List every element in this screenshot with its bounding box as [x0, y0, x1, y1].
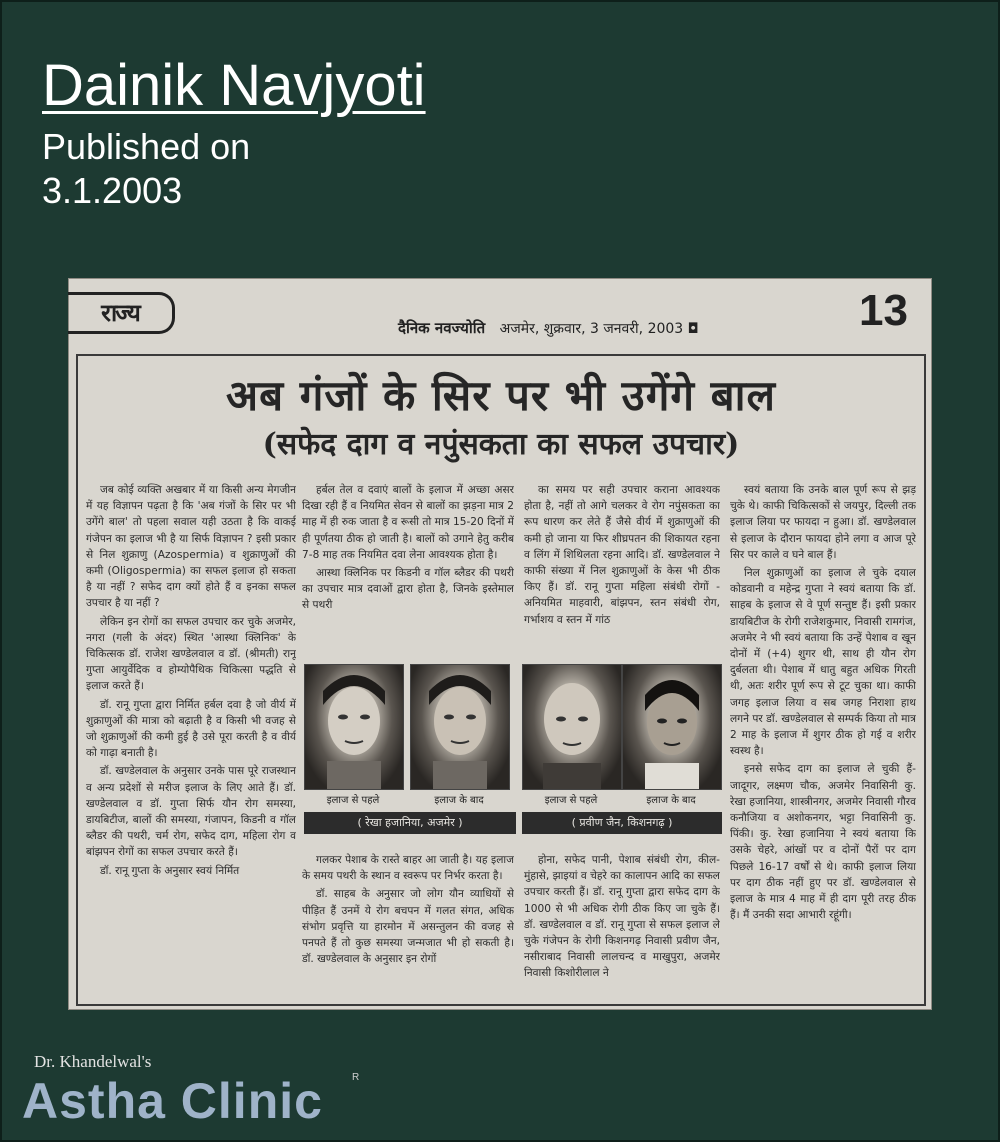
masthead	[398, 318, 838, 338]
clinic-logo-text: Astha Clinic	[22, 1073, 323, 1129]
article	[76, 354, 926, 1006]
article-column-4	[730, 482, 916, 982]
published-label: Published on	[42, 126, 251, 167]
registered-mark: R	[352, 1072, 360, 1083]
masthead-title: दैनिक नवज्योति	[398, 319, 486, 337]
subheadline: (सफेद दाग व नपुंसकता का सफल उपचार)	[262, 427, 740, 462]
paragraph: लेकिन इन रोगों का सफल उपचार कर चुके अजमेर, नगरा (गली के अंदर) स्थित 'आस्था क्लिनिक' के चिकित्सक डॉ. राजेश खण्डेलवाल व डॉ. (श्रीमती) रानू गुप्ता आयुर्वेदिक व होम्योपैथिक चिकित्सा पद्धति से इलाज करते हैं।	[86, 615, 296, 693]
clinic-doctor-name: Dr. Khandelwal's	[34, 1052, 152, 1071]
caption-after: इलाज के बाद	[434, 795, 484, 806]
paragraph: डॉ. रानू गुप्ता के अनुसार स्वयं निर्मित	[100, 864, 240, 877]
photo-group-left	[304, 658, 516, 848]
article-column-1	[86, 482, 296, 982]
section-tab: राज्य	[68, 292, 175, 334]
patient-photo-before	[304, 664, 404, 790]
dateline: अजमेर, शुक्रवार, 3 जनवरी, 2003 ◘	[499, 321, 699, 337]
caption-before: इलाज से पहले	[326, 795, 380, 806]
caption-before: इलाज से पहले	[544, 795, 598, 806]
paragraph: डॉ. खण्डेलवाल के अनुसार उनके पास पूरे राजस्थान व अन्य प्रदेशों से मरीज इलाज के लिए आते हैं। डॉ. खण्डेलवाल व डॉ. गुप्ता सिर्फ यौन रोग समस्या, डायबिटीज, बालों की समस्या, गंजापन, किडनी व गॉल ब्लैडर की पथरी, चर्म रोग, सफेद दाग, महिला रोग व बांझपन रोगों का सफल उपचार करते हैं।	[86, 765, 296, 859]
paragraph: निल शुक्राणुओं का इलाज ले चुके दयाल कोडवानी व महेन्द्र गुप्ता ने स्वयं बताया कि डॉ. साहब के इलाज से वे पूर्ण सन्तुष्ट हैं। इसी प्रकार डायबिटीज के रोगी राजेशकुमार, निवासी रामगंज, अजमेर ने भी स्वयं बताया कि उन्हें पेशाब व खून दोनों में (+4) शुगर थी, साथ ही यौन रोग दुर्बलता थी। पेशाब में धातु बहुत अधिक गिरती थी, अतः शरीर पूर्ण रूप से टूट चुका था। काफी जगह इलाज लिया व सब जगह निराशा हाथ लगने पर डॉ. खण्डेलवाल से सम्पर्क किया तो मात्र 2 माह के इलाज में शुगर ठीक हो गई व शरीर स्वस्थ है।	[730, 567, 916, 758]
article-column-3-bottom	[524, 852, 720, 980]
paragraph: स्वयं बताया कि उनके बाल पूर्ण रूप से झड़ चुके थे। काफी चिकित्सकों से जयपुर, दिल्ली तक इलाज लिया पर फायदा न हुआ। डॉ. खण्डेलवाल से इलाज के दौरान फायदा होने लगा व आज पूरे सिर पर काले व घने बाल हैं।	[730, 484, 916, 561]
patient-photo-after	[622, 664, 722, 790]
paragraph: होना, सफेद पानी, पेशाब संबंधी रोग, कील-मुंहासे, झाइयां व चेहरे का कालापन आदि का सफल उपचार करती हैं। डॉ. रानू गुप्ता द्वारा सफेद दाग के 1000 से भी अधिक रोगी ठीक किए जा चुके हैं। डॉ. खण्डेलवाल व डॉ. रानू गुप्ता से सफल इलाज ले चुके गंजेपन के रोगी किशनगढ़ निवासी प्रवीण जैन, नसीराबाद निवासी लालचन्द व माखुपुरा, अजमेर निवासी किशोरीलाल ने	[524, 854, 720, 980]
patient-name-tag: ( रेखा हजानिया, अजमेर )	[304, 812, 516, 834]
paragraph: आस्था क्लिनिक पर किडनी व गॉल ब्लैडर की पथरी का उपचार मात्र दवाओं द्वारा होता है, जिनके इस्तेमाल से पथरी	[302, 567, 514, 612]
paragraph: गलकर पेशाब के रास्ते बाहर आ जाती है। यह इलाज के समय पथरी के स्थान व स्वरूप पर निर्भर करता है।	[302, 854, 514, 883]
article-column-2-top	[302, 482, 514, 652]
paragraph: का समय पर सही उपचार कराना आवश्यक होता है, नहीं तो आगे चलकर वे रोग नपुंसकता का रूप धारण कर लेते हैं जैसे वीर्य में शुक्राणुओं की कमी हो जाना या फिर शीघ्रपतन की शिकायत रहना व लिंग में शिथिलता रहना आदि। डॉ. खण्डेलवाल ने काफी संख्या में निल शुक्राणुओं के केस भी ठीक किए हैं। डॉ. रानू गुप्ता महिला संबंधी रोगों - अनियमित माहवारी, बांझपन, स्तन संबंधी रोग, गर्भाशय व स्तन में गांठ	[524, 484, 720, 626]
paragraph: हर्बल तेल व दवाएं बालों के इलाज में अच्छा असर दिखा रही हैं व नियमित सेवन से बालों का झड़ना मात्र 2 माह में ही रुक जाता है व रूसी तो मात्र 15-20 दिनों में ही पूर्णतया ठीक हो जाती है। बालों को उगाने हेतु करीब 7-8 माह तक नियमित दवा लेना आवश्यक होता है।	[302, 484, 514, 561]
caption-after: इलाज के बाद	[646, 795, 696, 806]
headline: अब गंजों के सिर पर भी उगेंगे बाल	[226, 371, 776, 420]
published-date: 3.1.2003	[42, 170, 183, 211]
photo-group-right	[522, 658, 722, 848]
patient-name-tag: ( प्रवीण जैन, किशनगढ़ )	[522, 812, 722, 834]
patient-photo-before	[522, 664, 622, 790]
paragraph: इनसे सफेद दाग का इलाज ले चुकी हैं- जादूगर, लक्ष्मण चौक, अजमेर निवासिनी कु. रेखा हजानिया, शास्त्रीनगर, अजमेर निवासी गौरव कनौजिया व अशोकनगर, भट्टा निवासिनी कु. पिंकी। कु. रेखा हजानिया ने स्वयं बताया कि उसके चेहरे, आंखों पर व दोनों पैरों पर दाग पिछले 16-17 वर्षों से थे। काफी इलाज लिया पर दाग ठीक नहीं हुए पर डॉ. खण्डेलवाल से इलाज के मात्र 4 माह में ही दाग पूरी तरह ठीक हैं। मैं उनकी सदा आभारी रहूंगी।	[730, 763, 916, 922]
paragraph: डॉ. रानू गुप्ता द्वारा निर्मित हर्बल दवा है जो वीर्य में शुक्राणुओं की मात्रा को बढ़ाती है व किसी भी वजह से जो शुक्राणुओं की कमी हुई है उसे पूरा करती है व वीर्य को गाढ़ा बनाती है।	[86, 698, 296, 760]
patient-photo-after	[410, 664, 510, 790]
article-column-2-bottom	[302, 852, 514, 980]
publication-name: Dainik Navjyoti	[42, 53, 426, 118]
page-number: 13	[859, 286, 908, 335]
paragraph: जब कोई व्यक्ति अखबार में या किसी अन्य मेगजीन में यह विज्ञापन पढ़ता है कि 'अब गंजों के सिर पर भी उगेंगे बाल' तो पहला सवाल यही उठता है कि वाकई गंजेपन का इलाज भी है या सिर्फ विज्ञापन ? इसी प्रकार से निल शुक्राणु (Azospermia) व शुक्राणुओं की कमी (Oligospermia) का सफल इलाज हो सकता है या नहीं ? सफेद दाग क्यों होते हैं व इनका सफल उपचार है या नहीं ?	[86, 484, 296, 610]
article-column-3-top	[524, 482, 720, 652]
newspaper-clipping	[68, 278, 932, 1010]
paragraph: डॉ. साहब के अनुसार जो लोग यौन व्याधियों से पीड़ित हैं उनमें ये रोग बचपन में गलत संगत, अधिक संभोग प्रवृत्ति या हारमोन में असन्तुलन की वजह से पनपते हैं तो कुछ समस्या जन्मजात भी हो सकती है। डॉ. खण्डेलवाल के अनुसार इन रोगों	[302, 888, 514, 966]
